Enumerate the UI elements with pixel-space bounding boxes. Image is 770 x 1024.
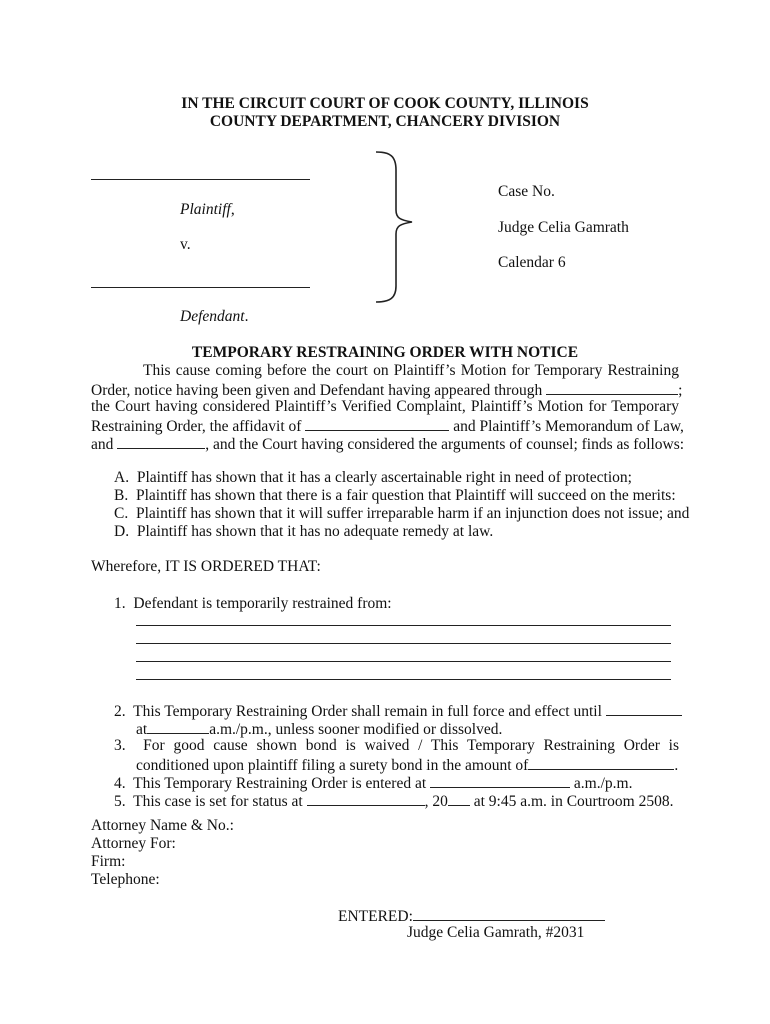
finding-item: C. Plaintiff has shown that it will suffer irreparable harm if an injunction does not issue; and xyxy=(114,505,690,522)
calendar-number: Calendar 6 xyxy=(498,254,566,271)
finding-item: B. Plaintiff has shown that there is a fair question that Plaintiff will succeed on the merits: xyxy=(114,487,676,504)
wherefore-clause: Wherefore, IT IS ORDERED THAT: xyxy=(91,558,321,575)
affidavit-of-blank[interactable] xyxy=(305,416,449,431)
caption-brace-icon xyxy=(372,150,422,305)
time-blank[interactable] xyxy=(147,719,209,734)
judge-name: Judge Celia Gamrath xyxy=(498,219,629,236)
plaintiff-name-line[interactable] xyxy=(91,179,310,180)
order-item-3: 3. For good cause shown bond is waived / This Temporary Restraining Order is xyxy=(114,737,679,754)
telephone-label: Telephone: xyxy=(91,871,160,888)
entered-at-blank[interactable] xyxy=(430,773,570,788)
order-item-3-cont: conditioned upon plaintiff filing a surety bond in the amount of . xyxy=(136,757,679,774)
status-year-blank[interactable] xyxy=(448,791,470,806)
intro-line-4: Restraining Order, the affidavit of and Plaintiff’s Memorandum of Law, xyxy=(91,418,684,435)
order-item-4: 4. This Temporary Restraining Order is entered at a.m./p.m. xyxy=(114,775,633,792)
versus-label: v. xyxy=(180,236,191,253)
intro-line-1: This cause coming before the court on Plaintiff’s Motion for Temporary Restraining xyxy=(143,362,679,379)
plaintiff-label: Plaintiff, xyxy=(180,201,235,218)
attorney-name-number-label: Attorney Name & No.: xyxy=(91,817,234,834)
attorney-for-label: Attorney For: xyxy=(91,835,176,852)
defendant-name-line[interactable] xyxy=(91,287,310,288)
appeared-through-blank[interactable] xyxy=(546,380,678,395)
case-number-label: Case No. xyxy=(498,183,555,200)
court-name: IN THE CIRCUIT COURT OF COOK COUNTY, ILLINOIS xyxy=(181,95,589,112)
restrained-from-line[interactable] xyxy=(136,625,671,626)
order-item-2: 2. This Temporary Restraining Order shall remain in full force and effect until xyxy=(114,701,682,721)
intro-line-5: and , and the Court having considered the arguments of counsel; finds as follows: xyxy=(91,436,685,453)
finding-item: A. Plaintiff has shown that it has a clearly ascertainable right in need of protection; xyxy=(114,469,632,486)
status-date-blank[interactable] xyxy=(307,791,425,806)
intro-line-3: the Court having considered Plaintiff’s Verified Complaint, Plaintiff’s Motion for Temporary xyxy=(91,398,679,415)
intro-line-2: Order, notice having been given and Defendant having appeared through ; xyxy=(91,382,683,399)
effect-until-blank[interactable] xyxy=(606,701,682,716)
judge-signature-line[interactable] xyxy=(413,906,605,921)
and-blank[interactable] xyxy=(117,434,205,449)
order-item-5: 5. This case is set for status at , 20 at 9:45 a.m. in Courtroom 2508. xyxy=(114,793,674,810)
restrained-from-line[interactable] xyxy=(136,643,671,644)
finding-item: D. Plaintiff has shown that it has no adequate remedy at law. xyxy=(114,523,494,540)
bond-amount-blank[interactable] xyxy=(528,755,674,770)
defendant-label: Defendant. xyxy=(180,308,249,325)
entered-signature: ENTERED: xyxy=(338,906,605,926)
order-item-1: 1. Defendant is temporarily restrained from: xyxy=(114,595,392,612)
order-title: TEMPORARY RESTRAINING ORDER WITH NOTICE xyxy=(191,344,579,361)
signing-judge: Judge Celia Gamrath, #2031 xyxy=(407,924,585,941)
restrained-from-line[interactable] xyxy=(136,679,671,680)
order-item-2-cont: at a.m./p.m., unless sooner modified or dissolved. xyxy=(136,721,503,738)
court-division: COUNTY DEPARTMENT, CHANCERY DIVISION xyxy=(209,113,561,130)
firm-label: Firm: xyxy=(91,853,126,870)
restrained-from-line[interactable] xyxy=(136,661,671,662)
